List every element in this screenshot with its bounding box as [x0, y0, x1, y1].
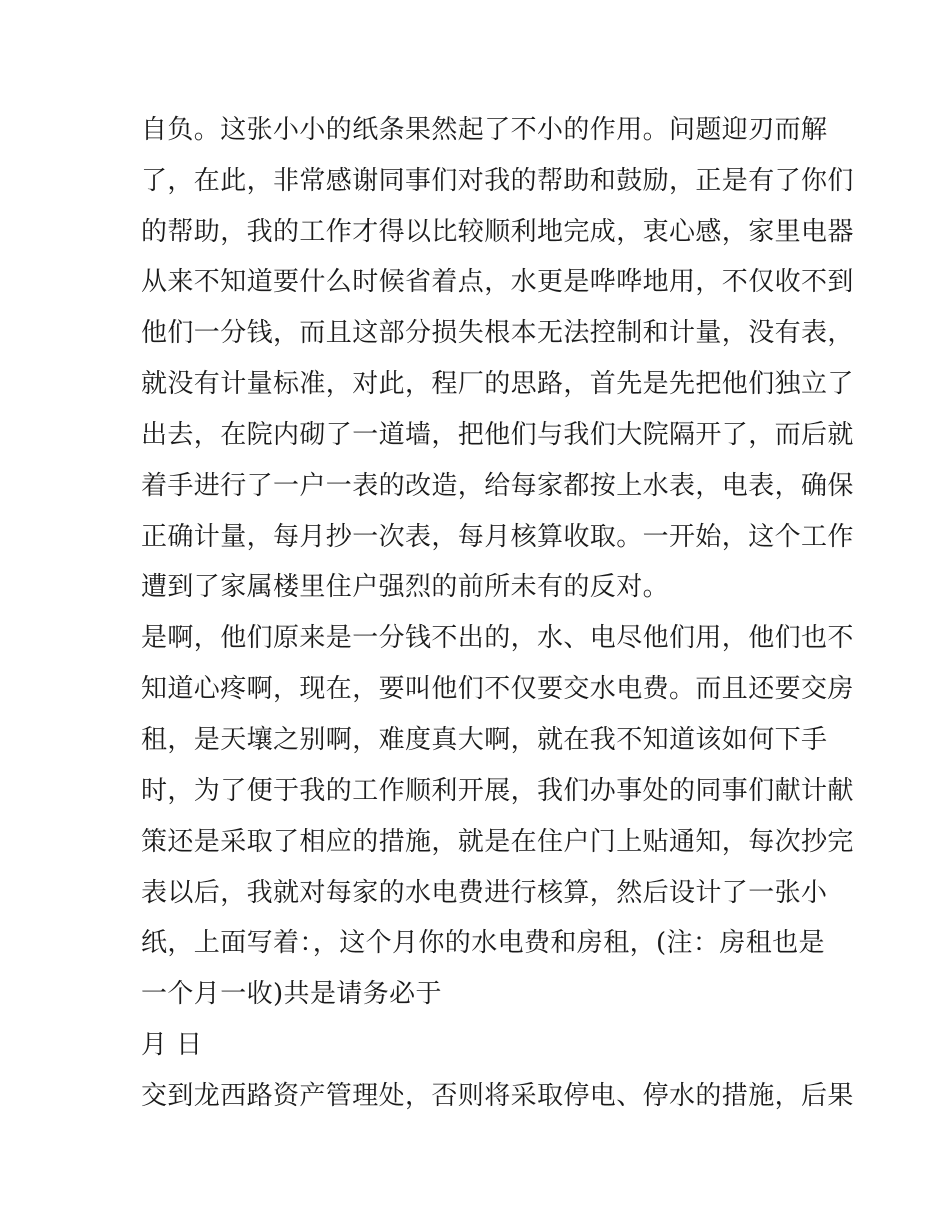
- text-line: 时，为了便于我的工作顺利开展，我们办事处的同事们献计献: [141, 776, 854, 806]
- text-line: 了，在此，非常感谢同事们对我的帮助和鼓励，正是有了你们: [141, 166, 854, 196]
- text-line: 就没有计量标准，对此，程厂的思路，首先是先把他们独立了: [141, 369, 854, 399]
- text-line: 从来不知道要什么时候省着点，水更是哗哗地用，不仅收不到: [141, 267, 854, 297]
- text-line: 一个月一收)共是请务必于: [141, 979, 442, 1009]
- text-line: 他们一分钱，而且这部分损失根本无法控制和计量，没有表，: [141, 318, 854, 348]
- text-line: 租，是天壤之别啊，难度真大啊，就在我不知道该如何下手: [141, 725, 828, 755]
- text-line: 纸，上面写着：，这个月你的水电费和房租，(注：房租也是: [141, 928, 825, 958]
- text-line: 策还是采取了相应的措施，就是在住户门上贴通知，每次抄完: [141, 827, 854, 857]
- text-line: 自负。这张小小的纸条果然起了不小的作用。问题迎刃而解: [141, 115, 828, 145]
- text-line: 着手进行了一户一表的改造，给每家都按上水表，电表，确保: [141, 471, 854, 501]
- text-line: 是啊，他们原来是一分钱不出的，水、电尽他们用，他们也不: [141, 623, 854, 653]
- text-line: 的帮助，我的工作才得以比较顺利地完成，衷心感，家里电器: [141, 217, 854, 247]
- text-line: 交到龙西路资产管理处，否则将采取停电、停水的措施，后果: [141, 1081, 854, 1111]
- text-line: 出去，在院内砌了一道墙，把他们与我们大院隔开了，而后就: [141, 420, 854, 450]
- text-line: 正确计量，每月抄一次表，每月核算收取。一开始，这个工作: [141, 522, 854, 552]
- text-line: 月 日: [141, 1030, 203, 1060]
- text-line: 遭到了家属楼里住户强烈的前所未有的反对。: [141, 572, 670, 602]
- text-line: 表以后，我就对每家的水电费进行核算，然后设计了一张小: [141, 878, 828, 908]
- text-line: 知道心疼啊，现在，要叫他们不仅要交水电费。而且还要交房: [141, 674, 854, 704]
